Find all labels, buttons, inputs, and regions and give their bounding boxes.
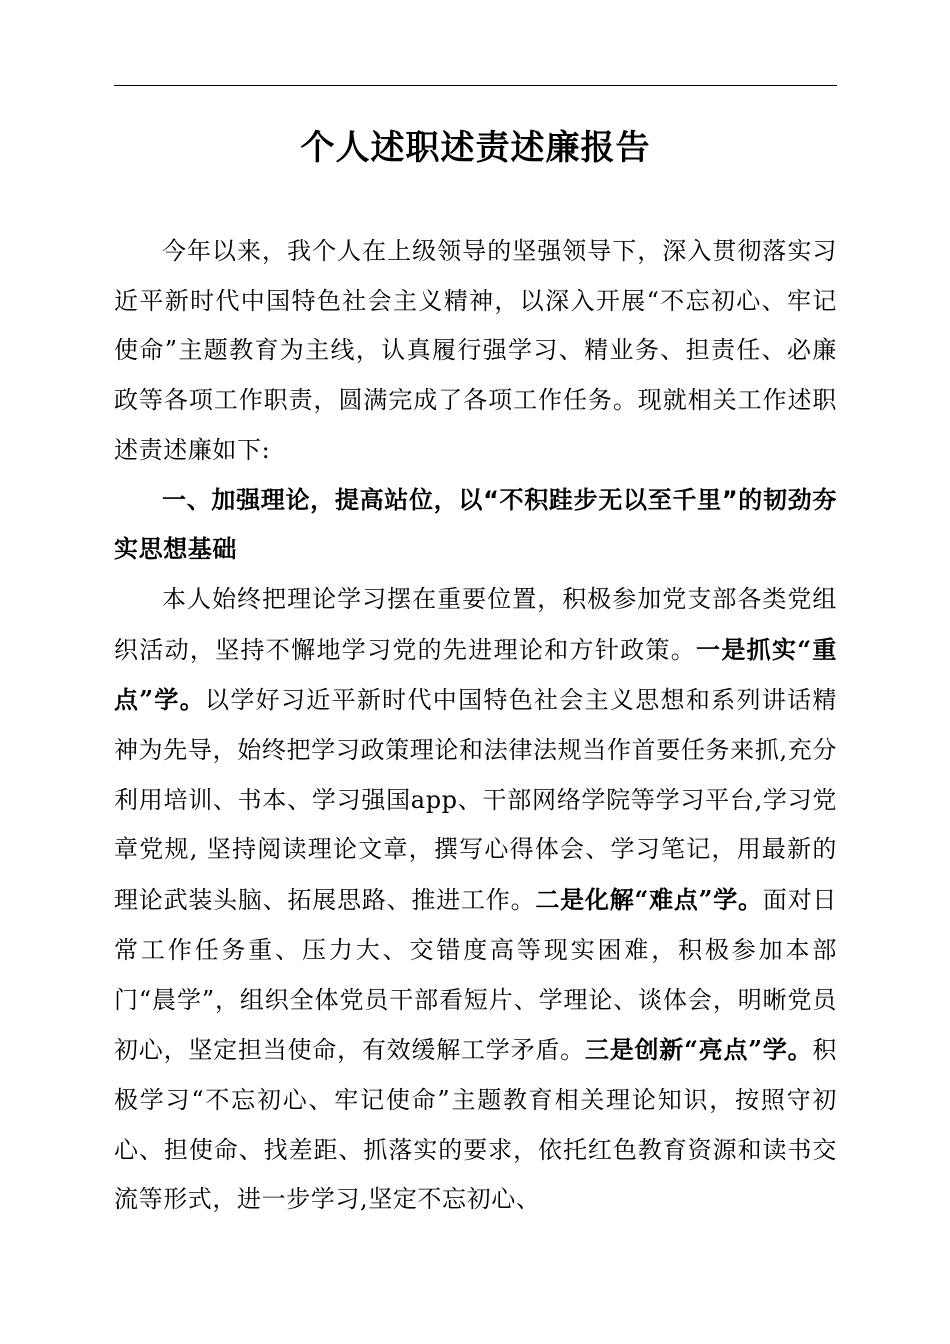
- header-rule: [114, 85, 837, 86]
- document-body: [114, 227, 837, 1225]
- point-2-text: 面对日常工作任务重、压力大、交错度高等现实困难，积极参加本部门“晨学”，组织全体党员干部看短片、学理论、谈体会，明晰党员初心，坚定担当使命，有效缓解工学矛盾。: [114, 886, 837, 1065]
- document-title: 个人述职述责述廉报告: [300, 128, 651, 168]
- intro-paragraph: 今年以来，我个人在上级领导的坚强领导下，深入贯彻落实习近平新时代中国特色社会主义精神，以深入开展“不忘初心、牢记使命”主题教育为主线，认真履行强学习、精业务、担责任、必廉政等各项工作职责，圆满完成了各项工作任务。现就相关工作述职述责述廉如下:: [114, 237, 837, 464]
- point-1-title: 一是抓实“重点”学。: [114, 634, 837, 715]
- section-1-intro-text: 本人始终把理论学习摆在重要位置，积极参加党支部各类党组织活动，坚持不懈地学习党的先进理论和方针政策。: [114, 584, 837, 664]
- point-3-text: 积极学习“不忘初心、牢记使命”主题教育相关理论知识，按照守初心、担使命、找差距、抓落实的要求，依托红色教育资源和读书交流等形式，进一步学习,坚定不忘初心、: [114, 1036, 837, 1214]
- point-3-title: 三是创新“亮点”学。: [584, 1035, 813, 1065]
- section-heading-1: 一、加强理论，提高站位，以“不积跬步无以至千里”的韧劲夯实思想基础: [114, 485, 837, 564]
- point-1-text: 以学好习近平新时代中国特色社会主义思想和系列讲话精神为先导，始终把学习政策理论和法律法规当作首要任务来抓,充分利用培训、书本、学习强国app、干部网络学院等学习平台,学习党章党规, 坚持阅读理论文章，撰写心得体会、学习笔记，用最新的理论武装头脑、拓展思路、推进工作。: [114, 686, 837, 915]
- section-1-paragraph: [114, 575, 837, 1225]
- point-2-title: 二是化解“难点”学。: [535, 885, 763, 915]
